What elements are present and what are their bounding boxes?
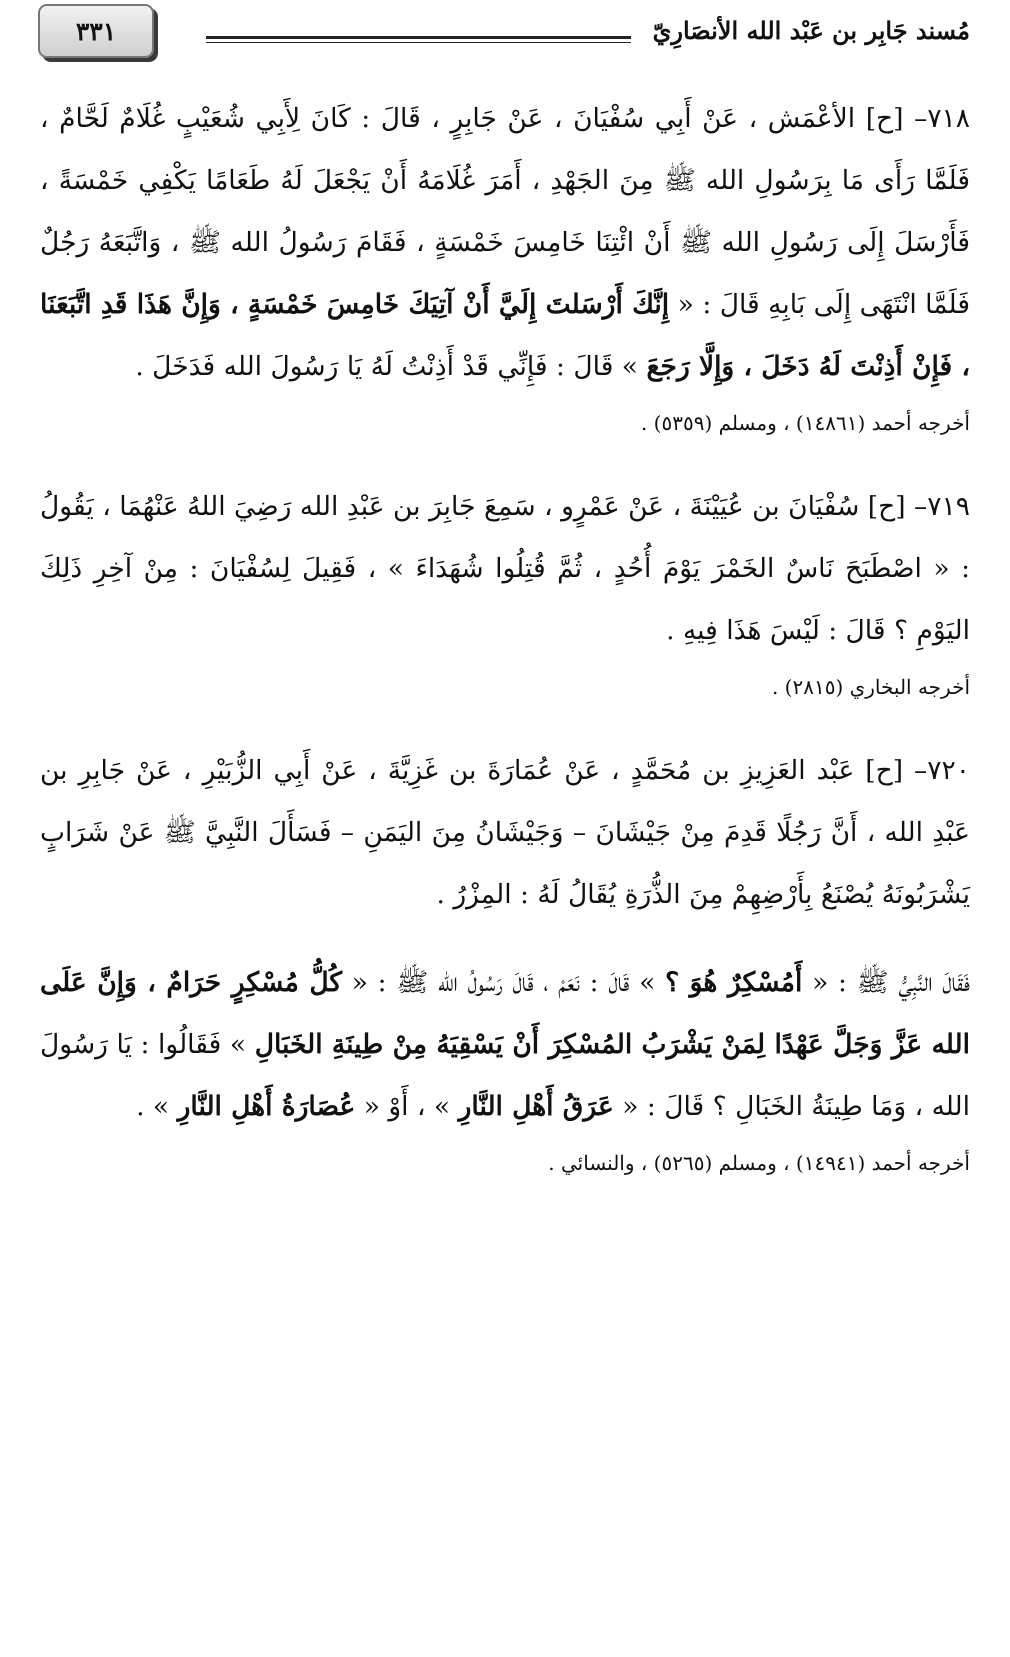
prophetic-quote: أَمُسْكِرٌ هُوَ ؟ — [665, 967, 803, 998]
hadith-text: » قَالَ : فَإِنِّي قَدْ أَذِنْتُ لَهُ يَا رَسُولَ الله فَدَخَلَ . — [135, 351, 639, 382]
hadith-text: » قَالَ : نَعَمْ ، قَالَ رَسُولُ الله ﷺ : « — [351, 967, 656, 998]
header-rule — [206, 36, 631, 43]
hadith-719 — [40, 476, 970, 662]
hadith-text: [ح] عَبْد العَزِيزِ بن مُحَمَّدٍ ، عَنْ عُمَارَةَ بن غَزِيَّةَ ، عَنْ أَبِي الزُّبَيْرِ ، عَنْ جَابِرِ بن عَبْدِ الله ، أَنَّ رَجُلًا قَدِمَ مِنْ جَيْشَانَ – وَجَيْشَانُ مِنَ اليَمَنِ – فَسَأَلَ النَّبِيَّ ﷺ عَنْ شَرَابٍ يَشْرَبُونَهُ يُصْنَعُ بِأَرْضِهِمْ مِنَ الذُّرَةِ يُقَالُ لَهُ : المِزْرُ . — [40, 755, 970, 910]
hadith-719-takhrij: أخرجه البخاري (٢٨١٥) . — [771, 675, 970, 699]
prophetic-quote: عُصَارَةُ أَهْلِ النَّارِ — [177, 1091, 356, 1122]
hadith-number: ٧٢٠– — [914, 755, 970, 786]
prophetic-quote: إِنَّكَ أَرْسَلتَ إِلَيَّ أَنْ آتِيَكَ خَامِسَ خَمْسَةٍ ، وَإِنَّ هَذَا قَدِ اتَّبَعَنَا ، فَإِنْ أَذِنْتَ لَهُ دَخَلَ ، وَإِلَّا رَجَعَ — [40, 289, 970, 382]
page-header — [38, 2, 970, 62]
hadith-text: » . — [136, 1091, 170, 1122]
hadith-number: ٧١٨– — [914, 103, 971, 134]
hadith-text: فَقَالَ النَّبِيُّ ﷺ : « — [812, 967, 970, 998]
hadith-718 — [40, 88, 970, 398]
hadith-text: [ح] سُفْيَانَ بن عُيَيْنَةَ ، عَنْ عَمْرٍو ، سَمِعَ جَابِرَ بن عَبْدِ الله رَضِيَ اللهُ عَنْهُمَا ، يَقُولُ : « اصْطَبَحَ نَاسٌ الخَمْرَ يَوْمَ أُحُدٍ ، ثُمَّ قُتِلُوا شُهَدَاءَ » ، فَقِيلَ لِسُفْيَانَ : مِنْ آخِرِ ذَلِكَ اليَوْمِ ؟ قَالَ : لَيْسَ هَذَا فِيهِ . — [40, 491, 970, 646]
section-gap — [40, 702, 970, 740]
page-content — [40, 88, 970, 1178]
hadith-number: ٧١٩– — [914, 491, 970, 522]
section-gap — [40, 438, 970, 476]
hadith-text: » ، أَوْ « — [363, 1091, 451, 1122]
hadith-720-continued — [40, 952, 970, 1138]
hadith-720 — [40, 740, 970, 926]
hadith-718-takhrij: أخرجه أحمد (١٤٨٦١) ، ومسلم (٥٣٥٩) . — [640, 411, 970, 435]
paragraph-gap — [40, 926, 970, 952]
hadith-text: » فَقَالُوا : يَا رَسُولَ الله ، وَمَا طِينَةُ الخَبَالِ ؟ قَالَ : « — [40, 1029, 970, 1122]
prophetic-quote: عَرَقُ أَهْلِ النَّارِ — [458, 1091, 614, 1122]
page-number-badge: ٣٣١ — [38, 4, 154, 58]
prophetic-quote: كُلُّ مُسْكِرٍ حَرَامٌ ، وَإِنَّ عَلَى الله عَزَّ وَجَلَّ عَهْدًا لِمَنْ يَشْرَبُ المُسْكِرَ أَنْ يَسْقِيَهُ مِنْ طِينَةِ الخَبَالِ — [40, 967, 970, 1060]
running-title: مُسند جَابِر بن عَبْد الله الأنصَارِيّ — [652, 16, 970, 45]
hadith-text: [ح] الأعْمَش ، عَنْ أَبِي سُفْيَانَ ، عَنْ جَابِرٍ ، قَالَ : كَانَ لِأَبِي شُعَيْبٍ غُلَامٌ لَحَّامٌ ، فَلَمَّا رَأَى مَا بِرَسُولِ الله ﷺ مِنَ الجَهْدِ ، أَمَرَ غُلَامَهُ أَنْ يَجْعَلَ لَهُ طَعَامًا يَكْفِي خَمْسَةً ، فَأَرْسَلَ إِلَى رَسُولِ الله ﷺ أَنْ ائْتِنَا خَامِسَ خَمْسَةٍ ، فَقَامَ رَسُولُ الله ﷺ ، وَاتَّبَعَهُ رَجُلٌ فَلَمَّا انْتَهَى إِلَى بَابِهِ قَالَ : « — [40, 103, 970, 320]
hadith-720-takhrij: أخرجه أحمد (١٤٩٤١) ، ومسلم (٥٢٦٥) ، والنسائي . — [548, 1151, 970, 1175]
